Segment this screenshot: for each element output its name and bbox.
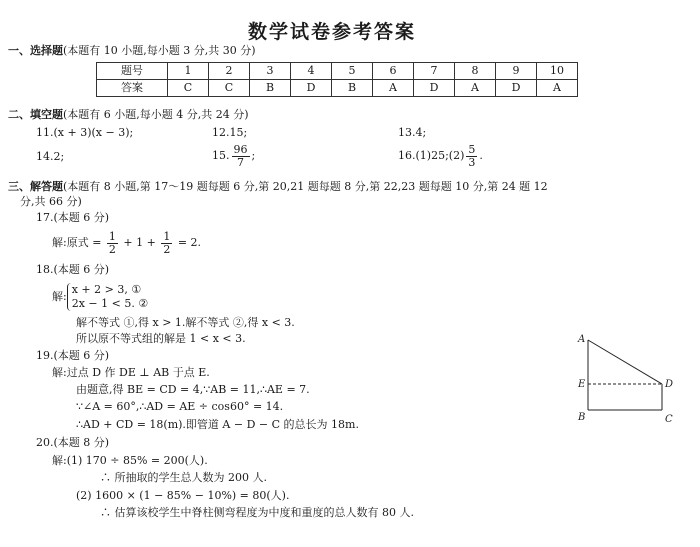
q18-line4: 所以原不等式组的解是 1 < x < 3. bbox=[76, 332, 246, 345]
q18-system bbox=[52, 282, 148, 312]
table-cell-number: 9 bbox=[496, 63, 537, 80]
q15-numerator: 96 bbox=[233, 142, 248, 156]
table-cell-number: 7 bbox=[414, 63, 455, 80]
table-cell-answer: D bbox=[496, 80, 537, 97]
table-cell-answer: A bbox=[373, 80, 414, 97]
label-b: B bbox=[578, 412, 586, 423]
q15-fraction bbox=[232, 144, 250, 169]
q17-solution bbox=[52, 228, 201, 258]
label-e: E bbox=[578, 379, 586, 390]
q20-line4: ∴ 估算该校学生中脊柱侧弯程度为中度和重度的总人数有 80 人. bbox=[100, 506, 414, 519]
table-cell-answer: C bbox=[168, 80, 209, 97]
answer-q12: 12.15; bbox=[212, 126, 248, 139]
q18-brace bbox=[67, 283, 148, 311]
table-cell-answer: C bbox=[209, 80, 250, 97]
q16-label: 16.(1)25;(2) bbox=[398, 149, 465, 162]
q16-numerator: 5 bbox=[468, 142, 476, 156]
section1-heading: 一、选择题 bbox=[8, 44, 63, 57]
q16-fraction bbox=[466, 144, 477, 169]
q18-line3: 解不等式 ①,得 x > 1.解不等式 ②,得 x < 3. bbox=[76, 316, 295, 329]
table-cell-answer: B bbox=[250, 80, 291, 97]
q19-line1: 解:过点 D 作 DE ⊥ AB 于点 E. bbox=[52, 366, 210, 379]
table-cell-answer: A bbox=[537, 80, 578, 97]
q17-end: = 2. bbox=[174, 236, 202, 249]
table-cell-answer: A bbox=[455, 80, 496, 97]
table-cell-number: 1 bbox=[168, 63, 209, 80]
section2-heading-line bbox=[8, 108, 249, 122]
section2-note: (本题有 6 小题,每小题 4 分,共 24 分) bbox=[63, 108, 249, 121]
table-cell-number: 10 bbox=[537, 63, 578, 80]
segment-ad bbox=[588, 340, 662, 384]
q17-f2-denominator: 2 bbox=[163, 242, 171, 256]
table-cell-number: 4 bbox=[291, 63, 332, 80]
answer-q11: 11.(x + 3)(x − 3); bbox=[36, 126, 134, 139]
q15-label: 15. bbox=[212, 149, 230, 162]
label-c: C bbox=[665, 414, 673, 425]
q17-f1-denominator: 2 bbox=[108, 242, 116, 256]
q15-denominator: 7 bbox=[237, 155, 244, 169]
q18-eq1: x + 2 > 3, ① bbox=[71, 283, 142, 296]
q19-header: 19.(本题 6 分) bbox=[36, 349, 110, 362]
section3-note-line1: (本题有 8 小题,第 17～19 题每题 6 分,第 20,21 题每题 8 分,第 22,23 题每题 10 分,第 24 题 12 bbox=[63, 180, 548, 193]
q17-f2-numerator: 1 bbox=[163, 229, 171, 243]
table-cell-answer: D bbox=[291, 80, 332, 97]
table-cell-answer: D bbox=[414, 80, 455, 97]
section3-heading-line bbox=[8, 180, 548, 194]
answer-table bbox=[96, 62, 578, 97]
answer-q15 bbox=[212, 142, 255, 170]
section1-note: (本题有 10 小题,每小题 3 分,共 30 分) bbox=[63, 44, 256, 57]
answer-table-answer-row bbox=[97, 80, 578, 97]
label-a: A bbox=[578, 334, 586, 345]
q19-line3: ∵∠A = 60°,∴AD = AE ÷ cos60° = 14. bbox=[76, 400, 284, 413]
q17-f1-numerator: 1 bbox=[108, 229, 116, 243]
q20-line2: ∴ 所抽取的学生总人数为 200 人. bbox=[100, 471, 267, 484]
answer-table-row2-label: 答案 bbox=[97, 80, 168, 97]
q16-denominator: 3 bbox=[468, 155, 476, 169]
section2-heading: 二、填空题 bbox=[8, 108, 63, 121]
table-cell-number: 3 bbox=[250, 63, 291, 80]
table-cell-number: 8 bbox=[455, 63, 496, 80]
q15-end: ; bbox=[251, 149, 256, 162]
q17-header: 17.(本题 6 分) bbox=[36, 211, 110, 224]
q18-prefix: 解: bbox=[52, 290, 67, 303]
page-title: 数学试卷参考答案 bbox=[248, 21, 417, 43]
section3-heading: 三、解答题 bbox=[8, 180, 63, 193]
table-cell-number: 6 bbox=[373, 63, 414, 80]
q18-header: 18.(本题 6 分) bbox=[36, 263, 110, 276]
answer-q14: 14.2; bbox=[36, 150, 65, 163]
q19-line2: 由题意,得 BE = CD = 4,∵AB = 11,∴AE = 7. bbox=[76, 383, 310, 396]
q20-header: 20.(本题 8 分) bbox=[36, 436, 110, 449]
section1-heading-line bbox=[8, 44, 256, 58]
label-d: D bbox=[665, 379, 674, 390]
table-cell-answer: B bbox=[332, 80, 373, 97]
q20-line1: 解:(1) 170 ÷ 85% = 200(人). bbox=[52, 454, 208, 467]
section3-note-line2: 分,共 66 分) bbox=[20, 195, 82, 208]
answer-q16 bbox=[398, 142, 483, 170]
q16-end: . bbox=[479, 149, 483, 162]
answer-table-row1-label: 题号 bbox=[97, 63, 168, 80]
q20-line3: (2) 1600 × (1 − 85% − 10%) = 80(人). bbox=[76, 489, 290, 502]
q17-fraction-2 bbox=[161, 231, 172, 256]
answer-table-number-row bbox=[97, 63, 578, 80]
q19-line4: ∴AD + CD = 18(m).即管道 A − D − C 的总长为 18m. bbox=[76, 418, 359, 431]
table-cell-number: 2 bbox=[209, 63, 250, 80]
geometry-figure bbox=[574, 332, 678, 428]
table-cell-number: 5 bbox=[332, 63, 373, 80]
q17-prefix: 解:原式 = bbox=[52, 236, 105, 249]
q17-mid: + 1 + bbox=[119, 236, 160, 249]
q18-eq2: 2x − 1 < 5. ② bbox=[71, 297, 149, 310]
q17-fraction-1 bbox=[107, 231, 118, 256]
answer-q13: 13.4; bbox=[398, 126, 427, 139]
